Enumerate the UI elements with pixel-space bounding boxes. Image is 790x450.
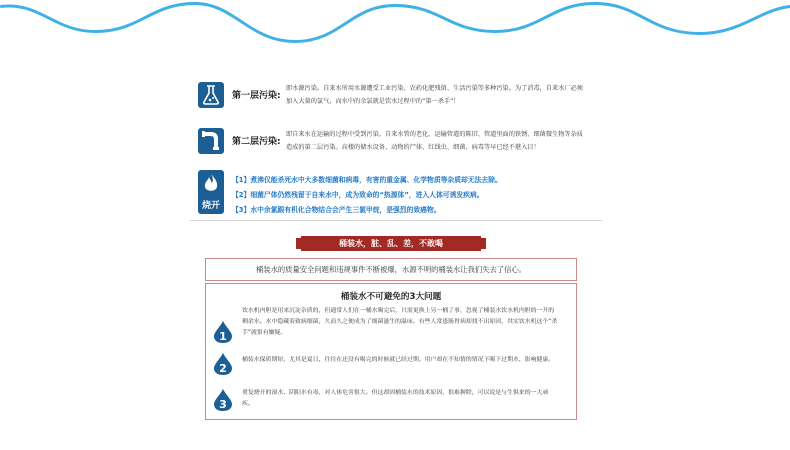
boil-point: 【2】细菌尸体仍然残留于自来水中，成为致命的“热源体”，进入人体可诱发疾病。 (232, 191, 484, 199)
pollution-layer-1 (198, 82, 598, 112)
problem-number: 3 (219, 398, 227, 411)
flask-icon (198, 82, 224, 108)
pollution-title: 第二层污染: (232, 137, 281, 147)
pollution-layer-2 (198, 128, 598, 158)
pollution-title: 第一层污染: (232, 91, 281, 101)
drop-1-icon (212, 320, 234, 344)
problems-title: 桶装水不可避免的3大问题 (340, 292, 442, 302)
boil-label: 烧开 (201, 201, 220, 211)
problem-text: 桶装水保质期短，尤其是夏日，往往在还没有喝完的时候就已经过期。用户却在不知情的情况下喝下过期水，影响健康。 (242, 357, 555, 363)
wave-decoration (0, 0, 790, 56)
problem-number: 2 (219, 362, 227, 375)
banner-title: 桶装水，脏、乱、差，不敢喝 (301, 236, 481, 251)
drop-2-icon (212, 352, 234, 376)
trust-notice: 桶装水的质量安全问题和违规事件不断被爆，水源不明的桶装水让我们失去了信心。 (205, 258, 577, 281)
pollution-text: 即水源污染。自来水所用水源遭受工业污染、农药化肥残留、生活污染等多种污染。为了消毒，自来水厂必须加入大量的氯气，而水中的余氯就是饮水过程中的“第一杀手”！ (286, 85, 583, 105)
problem-number: 1 (219, 330, 227, 343)
problems-panel (205, 283, 577, 420)
pollution-text: 即自来水在运输的过程中受到污染。自来水管的老化、运输管道的陈旧、管道里面的铁锈、细菌微生物等杂质造成的第二层污染。高楼的储水设备、动物的尸体、红线虫、细菌、病毒等早已经不堪入目！ (286, 131, 583, 151)
divider (190, 220, 602, 221)
fire-icon (198, 170, 224, 214)
pipe-icon (198, 128, 224, 154)
problem-text: 饮水机内胆是用来沉淀杂质的，但通常人们在一桶水喝完后，只需更换上另一桶了事，忽视了桶装水饮水机内胆的一升的剩余水。水中隐藏着致病细菌，久而久之便成为了细菌滋生的温床。有些人常患肠胃病却找不出原因，其实饮水机这个“杀手”就很有嫌疑。 (242, 308, 558, 336)
boil-point: 【1】煮沸仅能杀死水中大多数细菌和病毒，有害的重金属、化学物质等杂质却无法去除。 (232, 176, 502, 184)
drop-3-icon (212, 388, 234, 412)
problem-text: 重复烧开的滚水、阴阳水有毒，对人体危害很大。但这却因桶装水的技术原因，很难摒除，可以说是与生俱来的一大顽疾。 (242, 390, 549, 407)
boil-point: 【3】水中余氯跟有机化合物结合会产生三氯甲烷，是强烈的致癌物。 (232, 206, 441, 214)
